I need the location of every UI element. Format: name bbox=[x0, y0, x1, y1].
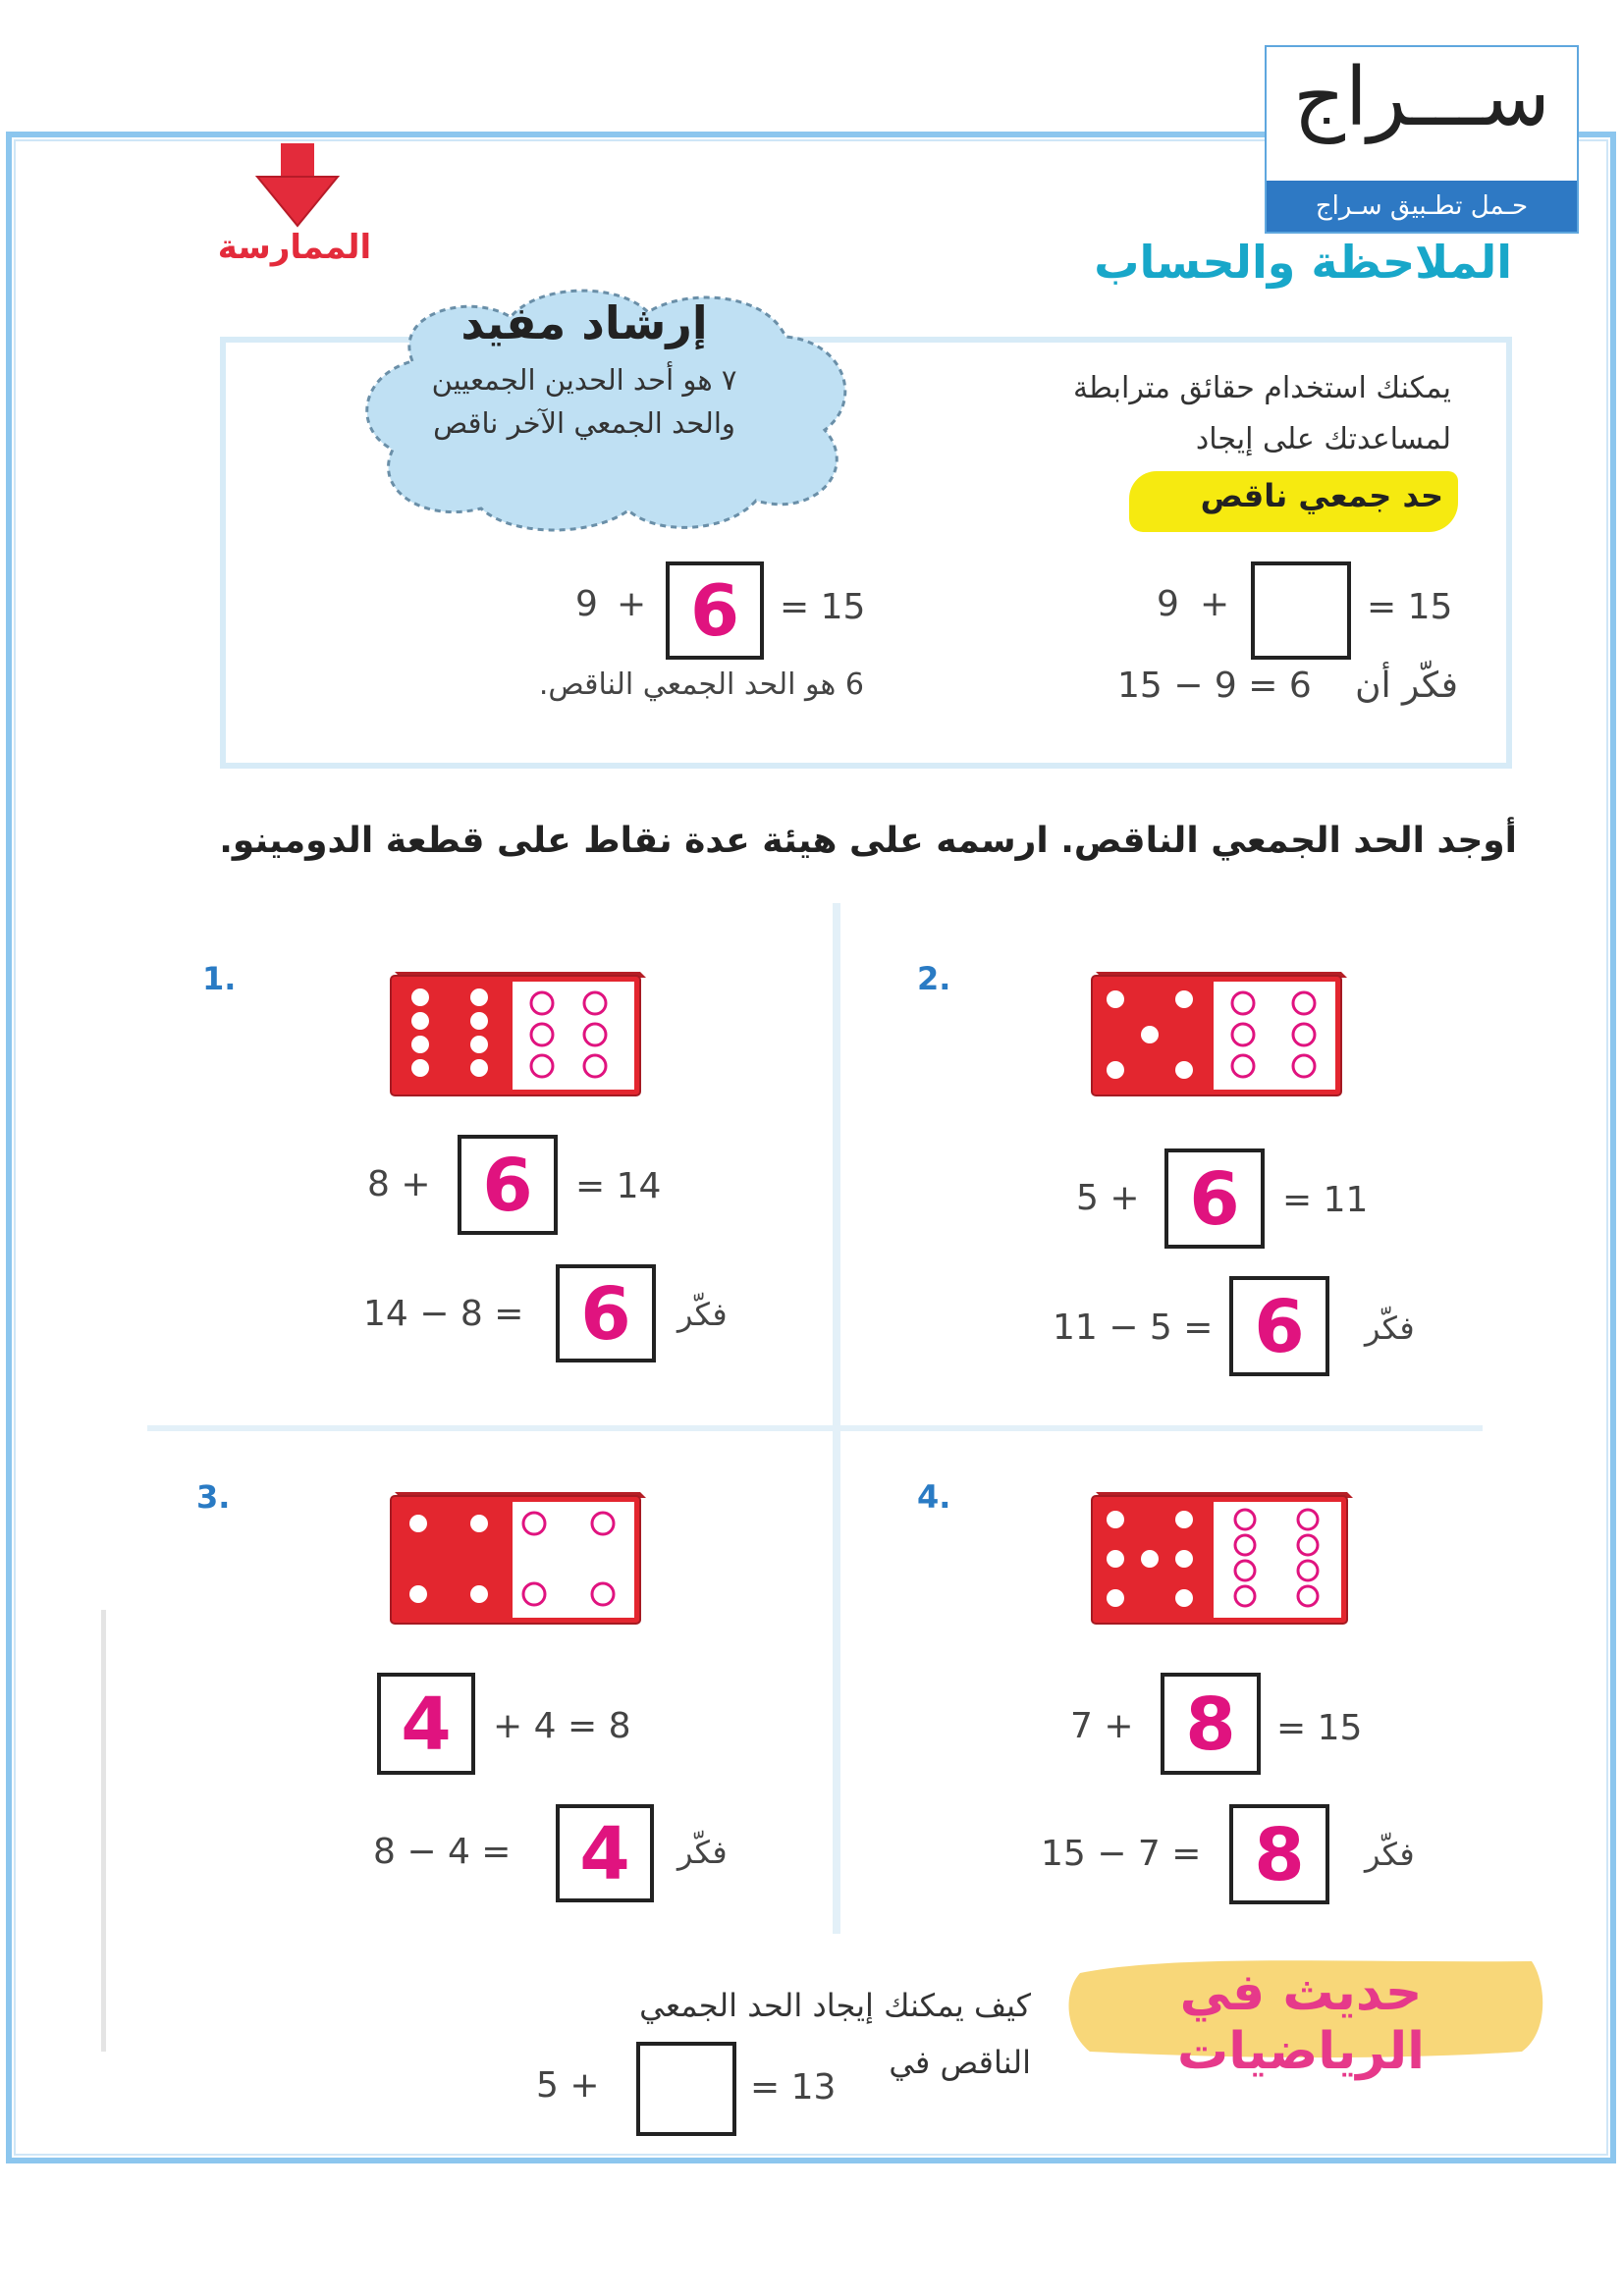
problem-3-eq-right: + 4 = 8 bbox=[493, 1706, 631, 1746]
problem-2-answer-box[interactable]: 6 bbox=[1164, 1148, 1265, 1249]
problem-1-think-box[interactable]: 6 bbox=[556, 1264, 656, 1362]
tip-eq-addend: 9 bbox=[575, 584, 598, 624]
tip-line-1: ٧ هو أحد الحدين الجمعيين bbox=[431, 363, 737, 397]
problem-4-think-eq: 15 − 7 = bbox=[1041, 1834, 1202, 1874]
problem-2-eq-right: = 11 bbox=[1282, 1180, 1369, 1220]
problem-3-think-eq: 8 − 4 = bbox=[373, 1832, 512, 1872]
problem-3-think-label: فكّر bbox=[677, 1834, 728, 1871]
intro-equals: = 15 bbox=[1367, 587, 1453, 627]
problem-2-number: 2. bbox=[917, 960, 951, 997]
tip-note: 6 هو الحد الجمعي الناقص. bbox=[538, 667, 864, 702]
intro-answer-box[interactable] bbox=[1251, 561, 1351, 660]
domino-4 bbox=[1086, 1484, 1357, 1631]
practice-label: الممارسة bbox=[217, 228, 372, 267]
intro-addend: 9 bbox=[1157, 584, 1179, 624]
tip-eq-plus: + bbox=[617, 584, 647, 624]
intro-line-1: يمكنك استخدام حقائق مترابطة bbox=[1072, 371, 1451, 405]
tip-title: إرشاد مفيد bbox=[460, 296, 708, 349]
problem-4-eq-left: 7 + bbox=[1070, 1706, 1134, 1746]
vertical-divider bbox=[833, 903, 840, 1934]
domino-3 bbox=[385, 1484, 650, 1631]
problem-4-eq-right: = 15 bbox=[1276, 1708, 1363, 1748]
tip-answer-box: 6 bbox=[666, 561, 764, 660]
talk-math-eq-right: = 13 bbox=[750, 2067, 837, 2108]
instruction: أوجد الحد الجمعي الناقص. ارسمه على هيئة عدة نقاط على قطعة الدومينو. bbox=[219, 821, 1517, 861]
intro-think-eq: 15 − 9 = 6 bbox=[1117, 666, 1312, 706]
problem-4-answer-box[interactable]: 8 bbox=[1161, 1673, 1261, 1775]
logo-word: ســـراج bbox=[1293, 51, 1550, 144]
problem-2-think-eq: 11 − 5 = bbox=[1053, 1308, 1214, 1348]
problem-1-answer-box[interactable]: 6 bbox=[458, 1135, 558, 1235]
tip-line-2: والحد الجمعي الآخر ناقص bbox=[433, 406, 735, 440]
problem-1-eq-left: 8 + bbox=[367, 1164, 431, 1204]
problem-1-number: 1. bbox=[202, 960, 237, 997]
domino-2 bbox=[1086, 964, 1351, 1101]
problem-2-think-label: فكّر bbox=[1365, 1309, 1415, 1347]
problem-2-eq-left: 5 + bbox=[1076, 1178, 1140, 1218]
problem-1-think-label: فكّر bbox=[677, 1296, 728, 1333]
problem-1-think-eq: 14 − 8 = bbox=[363, 1294, 524, 1334]
logo-banner: حـمل تطـبيق سـراج bbox=[1267, 181, 1577, 232]
section-title: الملاحظة والحساب bbox=[1094, 236, 1512, 289]
problem-4-number: 4. bbox=[917, 1478, 951, 1516]
term-label: حد جمعي ناقص bbox=[1200, 477, 1443, 514]
horizontal-divider bbox=[147, 1425, 1483, 1431]
problem-4-think-label: فكّر bbox=[1365, 1836, 1415, 1873]
talk-math-question-line-2: الناقص في bbox=[889, 2044, 1031, 2081]
down-arrow-icon bbox=[253, 143, 342, 232]
intro-think-label: فكّر أن bbox=[1355, 666, 1458, 706]
siraj-logo[interactable] bbox=[1265, 45, 1579, 234]
talk-math-title: حديث في الرياضيات bbox=[1176, 1963, 1425, 2081]
problem-1-eq-right: = 14 bbox=[575, 1166, 662, 1206]
problem-3-answer-box[interactable]: 4 bbox=[377, 1673, 475, 1775]
side-copyright-mark bbox=[94, 1610, 114, 2052]
problem-3-number: 3. bbox=[196, 1478, 231, 1516]
talk-math-answer-box[interactable] bbox=[636, 2042, 736, 2136]
tip-eq-equals: = 15 bbox=[780, 587, 866, 627]
problem-4-think-box[interactable]: 8 bbox=[1229, 1804, 1329, 1904]
intro-plus: + bbox=[1200, 584, 1230, 624]
problem-2-think-box[interactable]: 6 bbox=[1229, 1276, 1329, 1376]
talk-math-eq-left: 5 + bbox=[536, 2065, 600, 2106]
problem-3-think-box[interactable]: 4 bbox=[556, 1804, 654, 1902]
domino-1 bbox=[385, 964, 650, 1101]
intro-line-2: لمساعدتك على إيجاد bbox=[1195, 422, 1451, 456]
talk-math-question-line-1: كيف يمكنك إيجاد الحد الجمعي bbox=[639, 1987, 1031, 2024]
